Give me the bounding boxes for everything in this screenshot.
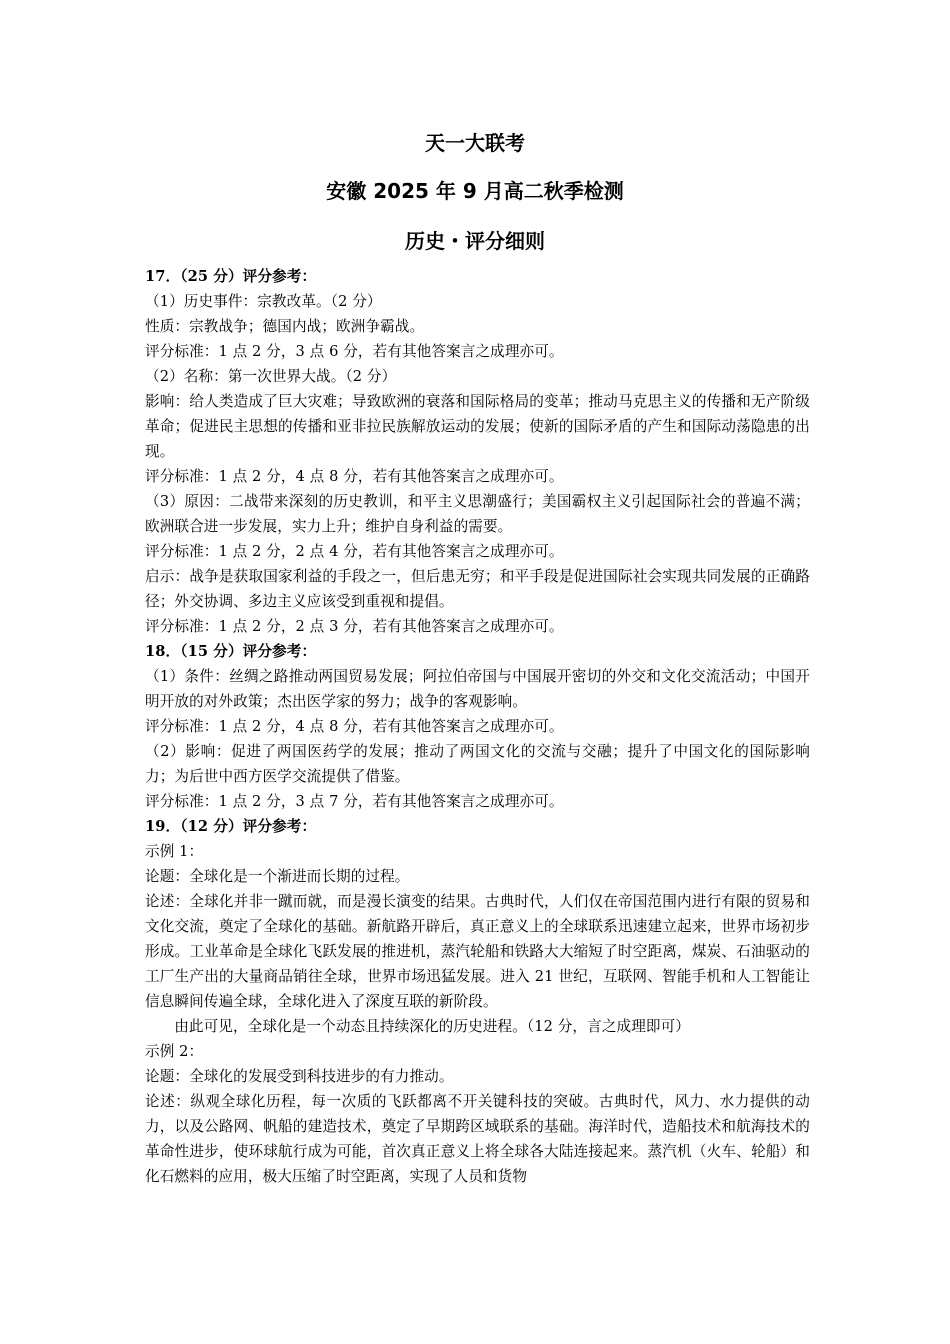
q17-p3-insight: 启示：战争是获取国家利益的手段之一，但后患无穷；和平手段是促进国际社会实现共同发展的正确路径；外交协调、多边主义应该受到重视和提倡。 <box>145 568 810 610</box>
q17-p2-impact: 影响：给人类造成了巨大灾难；导致欧洲的衰落和国际格局的变革；推动马克思主义的传播和无产阶级革命；促进民主思想的传播和亚非拉民族解放运动的发展；使新的国际矛盾的产生和国际动荡隐患的出现。 <box>145 393 810 460</box>
q18-p1-cond: （1）条件：丝绸之路推动两国贸易发展；阿拉伯帝国与中国展开密切的外交和文化交流活动；中国开明开放的对外政策；杰出医学家的努力；战争的客观影响。 <box>145 668 810 710</box>
q17-p1-nature: 性质：宗教战争；德国内战；欧洲争霸战。 <box>145 318 425 335</box>
q19-example2-thesis: 论题：全球化的发展受到科技进步的有力推动。 <box>145 1068 454 1085</box>
q18-heading: 18．（15 分）评分参考： <box>145 643 317 660</box>
q17-p3-reason: （3）原因：二战带来深刻的历史教训，和平主义思潮盛行；美国霸权主义引起国际社会的普遍不满；欧洲联合进一步发展，实力上升；维护自身利益的需要。 <box>145 493 810 535</box>
q19-heading: 19．（12 分）评分参考： <box>145 818 317 835</box>
q17-p2-score: 评分标准：1 点 2 分，4 点 8 分，若有其他答案言之成理亦可。 <box>145 468 564 485</box>
q17-p1-event: （1）历史事件：宗教改革。（2 分） <box>145 293 382 310</box>
subject-title: 历史・评分细则 <box>405 229 545 253</box>
q17-p3-score2: 评分标准：1 点 2 分，2 点 3 分，若有其他答案言之成理亦可。 <box>145 618 564 635</box>
q19-example2-argument: 论述：纵观全球化历程，每一次质的飞跃都离不开关键科技的突破。古典时代，风力、水力提供的动力，以及公路网、帆船的建造技术，奠定了早期跨区域联系的基础。海洋时代，造船技术和航海技术的革命性进步，使环球航行成为可能，首次真正意义上将全球各大陆连接起来。蒸汽机（火车、轮船）和化石燃料的应用，极大压缩了时空距离，实现了人员和货物 <box>145 1093 810 1185</box>
answer-content <box>145 264 810 1189</box>
q19-example1-thesis: 论题：全球化是一个渐进而长期的过程。 <box>145 868 410 885</box>
q19-example1-argument: 论述：全球化并非一蹴而就，而是漫长演变的结果。古典时代，人们仅在帝国范围内进行有限的贸易和文化交流，奠定了全球化的基础。新航路开辟后，真正意义上的全球联系迅速建立起来，世界市场初步形成。工业革命是全球化飞跃发展的推进机，蒸汽轮船和铁路大大缩短了时空距离，煤炭、石油驱动的工厂生产出的大量商品销往全球，世界市场迅猛发展。进入 21 世纪，互联网、智能手机和人工智能让信息瞬间传遍全球，全球化进入了深度互联的新阶段。 <box>145 893 810 1010</box>
q19-example1-conclusion: 由此可见，全球化是一个动态且持续深化的历史进程。（12 分，言之成理即可） <box>174 1018 690 1035</box>
q17-p3-score1: 评分标准：1 点 2 分，2 点 4 分，若有其他答案言之成理亦可。 <box>145 543 564 560</box>
exam-name-title: 安徽 2025 年 9 月高二秋季检测 <box>326 179 624 203</box>
q17-p2-name: （2）名称：第一次世界大战。（2 分） <box>145 368 397 385</box>
q18-p1-score: 评分标准：1 点 2 分，4 点 8 分，若有其他答案言之成理亦可。 <box>145 718 564 735</box>
q17-p1-score: 评分标准：1 点 2 分，3 点 6 分，若有其他答案言之成理亦可。 <box>145 343 564 360</box>
q18-p2-score: 评分标准：1 点 2 分，3 点 7 分，若有其他答案言之成理亦可。 <box>145 793 564 810</box>
q19-example2-label: 示例 2： <box>145 1043 204 1060</box>
exam-org-title: 天一大联考 <box>425 131 525 155</box>
q19-example1-label: 示例 1： <box>145 843 204 860</box>
q17-heading: 17．（25 分）评分参考： <box>145 268 317 285</box>
q18-p2-impact: （2）影响：促进了两国医药学的发展；推动了两国文化的交流与交融；提升了中国文化的国际影响力；为后世中西方医学交流提供了借鉴。 <box>145 743 810 785</box>
